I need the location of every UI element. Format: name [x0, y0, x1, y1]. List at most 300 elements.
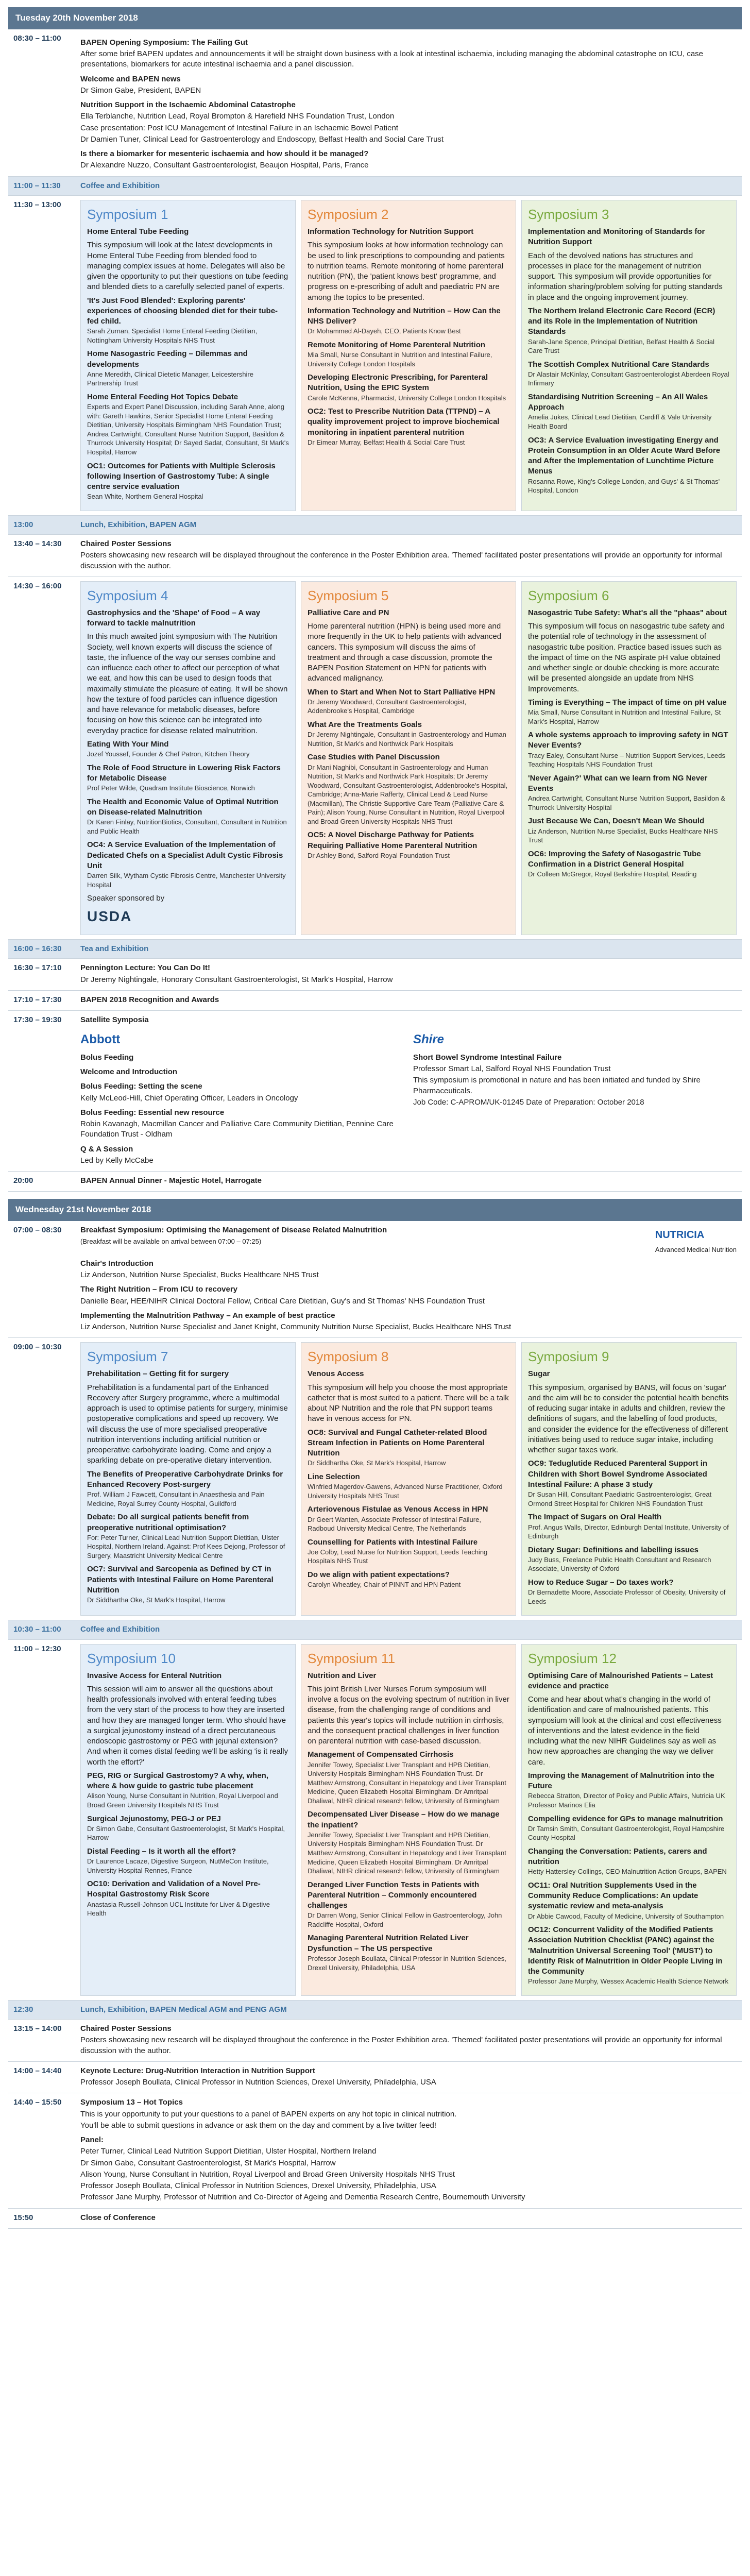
talk-item: [308, 1428, 509, 1468]
symposium-intro: Come and hear about what's changing in the world of identification and care of malnourished patients. This symposium will look at the clinical and cost effectiveness of interventions and the latest evidence in the field including what the new NIHR Guidelines say as well as how new approaches are changing the way we deliver care.: [528, 1695, 722, 1767]
talk-title: When to Start and When Not to Start Palliative HPN: [308, 687, 496, 697]
symposium-heading: Symposium 4: [87, 587, 168, 603]
talk-speaker: Dr Colleen McGregor, Royal Berkshire Hospital, Reading: [528, 870, 697, 878]
session-time: 13:15 – 14:00: [13, 2024, 62, 2033]
talk-speaker: Dr Ashley Bond, Salford Royal Foundation Trust: [308, 851, 450, 859]
session-time: 10:30 – 11:00: [13, 1625, 61, 1634]
symposium-title: Prehabilitation – Getting fit for surgery: [87, 1369, 229, 1379]
symposium-heading: Symposium 3: [528, 206, 609, 222]
symposium-heading: Symposium 9: [528, 1349, 609, 1365]
symposium-intro: In this much awaited joint symposium with The Nutrition Society, well known experts will discuss the science of taste, the influence of the way our senses combine and can influence each other to affect our perception of what we eat, and how this can be used to design foods that maximally stimulate the pleasure of eating. It will be shown how the texture of food particles can influence digestion and have relevance for metabolic diseases, before focusing on how this science can be integrated into everyday practice for disease related malnutrition.: [87, 632, 288, 735]
opening-session: [8, 29, 742, 177]
line-heading: Is there a biomarker for mesenteric ischaemia and how should it be managed?: [80, 149, 369, 159]
talk-title: Improving the Management of Malnutrition into the Future: [528, 1771, 714, 1791]
session-title: Close of Conference: [80, 2213, 156, 2222]
talk-item: [308, 687, 509, 716]
line-text: Dr Alexandre Nuzzo, Consultant Gastroenterologist, Beaujon Hospital, Paris, France: [80, 161, 369, 170]
symposium-title: Nasogastric Tube Safety: What's all the "phaas" about: [528, 608, 727, 617]
talk-item: [528, 698, 730, 726]
symposia-grid: [80, 581, 737, 935]
keynote-lecture: [8, 2062, 742, 2094]
talk-speaker: Dr Karen Finlay, NutritionBiotics, Consultant, Consultant in Nutrition and Public Health: [87, 818, 287, 835]
annual-dinner: [8, 1172, 742, 1192]
talk-title: OC5: A Novel Discharge Pathway for Patients Requiring Palliative Home Parenteral Nutrition: [308, 831, 478, 850]
talk-title: OC3: A Service Evaluation investigating Energy and Protein Consumption in an Older Acute Ward Before and After the Implementation of Lunchtime Picture Menus: [528, 435, 721, 476]
symposia-grid: [80, 1644, 737, 1996]
talk-speaker: Prof. William J Fawcett, Consultant in Anaesthesia and Pain Medicine, Royal Surrey County Hospital, Guildford: [87, 1490, 265, 1507]
symposium-column: [80, 581, 296, 935]
talk-title: PEG, RIG or Surgical Gastrostomy? A why, when, where & how guide to gastric tube placement: [87, 1771, 269, 1791]
talk-speaker: Dr Alastair McKinlay, Consultant Gastroenterologist Aberdeen Royal Infirmary: [528, 370, 729, 387]
line-heading: BAPEN Opening Symposium: The Failing Gut: [80, 38, 248, 47]
symposium-heading: Symposium 10: [87, 1650, 176, 1666]
symposium-intro: This session will aim to answer all the questions about health professionals involved with enteral feeding tubes from the very start of the process to how they are inserted and how they are managed longer term. Who should have a surgical jejunostomy instead of a direct percutaneous endoscopic gastrostomy or PEG with jejunal extension? And when it comes distal feeding we'll be asking 'is it really worth the effort?': [87, 1684, 288, 1767]
talk-title: How to Reduce Sugar – Do taxes work?: [528, 1578, 674, 1587]
session-time: 17:10 – 17:30: [13, 995, 62, 1004]
symposium-column: [521, 1342, 737, 1616]
talk-title: OC6: Improving the Safety of Nasogastric Tube Confirmation in a District General Hospital: [528, 849, 701, 869]
line-text: Professor Joseph Boullata, Clinical Professor in Nutrition Sciences, Drexel University, Philadelphia, USA: [80, 2181, 436, 2191]
talk-item: [87, 461, 289, 501]
symposium-title: Invasive Access for Enteral Nutrition: [87, 1671, 222, 1680]
tea-break-1: [8, 940, 742, 959]
day1-header: Tuesday 20th November 2018: [8, 7, 742, 29]
symposium-title: Information Technology for Nutrition Support: [308, 227, 474, 236]
session-title: Breakfast Symposium: Optimising the Management of Disease Related Malnutrition: [80, 1226, 387, 1235]
line-heading: Chair's Introduction: [80, 1259, 154, 1268]
session-time: 14:00 – 14:40: [13, 2066, 62, 2075]
session-time: 11:00 – 12:30: [13, 1644, 61, 1653]
symposium-column: [521, 581, 737, 935]
satellite-left-lines: [80, 1053, 404, 1166]
coffee-break-1: [8, 177, 742, 196]
talk-item: [308, 1809, 509, 1875]
line-text: Alison Young, Nurse Consultant in Nutrition, Royal Liverpool and Broad Green University Hospitals NHS Trust: [80, 2170, 455, 2179]
coffee-break-2: [8, 1620, 742, 1639]
talk-title: Case Studies with Panel Discussion: [308, 753, 440, 762]
symposium-column: [80, 1644, 296, 1996]
talk-title: Decompensated Liver Disease – How do we manage the inpatient?: [308, 1810, 500, 1829]
talk-speaker: Dr Bernadette Moore, Associate Professor of Obesity, University of Leeds: [528, 1588, 726, 1605]
symposium-column: [301, 1342, 516, 1616]
break-label: Lunch, Exhibition, BAPEN Medical AGM and PENG AGM: [80, 2005, 287, 2014]
symposium-heading: Symposium 8: [308, 1349, 389, 1365]
talk-item: [308, 1570, 509, 1589]
talk-title: The Benefits of Preoperative Carbohydrate Drinks for Enhanced Recovery Post-surgery: [87, 1469, 283, 1489]
talk-title: OC1: Outcomes for Patients with Multiple Sclerosis following Insertion of Gastrostomy Tube: A single centre service evaluation: [87, 461, 276, 491]
line-heading: Panel:: [80, 2136, 104, 2145]
symposium-title: Nutrition and Liver: [308, 1671, 377, 1680]
talk-item: [87, 797, 289, 836]
session-time: 16:00 – 16:30: [13, 944, 62, 954]
symposium-heading: Symposium 2: [308, 206, 389, 222]
talk-item: [308, 1504, 509, 1533]
symposium-intro: This joint British Liver Nurses Forum symposium will involve a focus on the evolving spectrum of nutrition in liver disease, from the challenging range of conditions and patients this year's topics will include nutrition in cirrhosis, and the consequent practical challenges in liver function on parenteral nutrition with case-based discussion.: [308, 1684, 509, 1746]
talk-speaker: Sarah-Jane Spence, Principal Dietitian, Belfast Health & Social Care Trust: [528, 337, 715, 355]
symposium-heading: Symposium 6: [528, 587, 609, 603]
symposia-block-1: [8, 196, 742, 516]
talk-title: The Northern Ireland Electronic Care Record (ECR) and its Role in the Implementation of Nutrition Standards: [528, 306, 715, 336]
line-text: Danielle Bear, HEE/NIHR Clinical Doctoral Fellow, Critical Care Dietitian, Guy's and St Thomas' NHS Foundation Trust: [80, 1296, 485, 1306]
talk-item: [528, 435, 730, 495]
sponsor-label: Speaker sponsored by: [87, 894, 165, 903]
symposia-grid: [80, 1342, 737, 1616]
break-label: Coffee and Exhibition: [80, 1625, 160, 1634]
satellite-left: [80, 1028, 404, 1167]
session-title: Satellite Symposia: [80, 1015, 149, 1025]
talk-item: [528, 816, 730, 844]
talk-title: OC4: A Service Evaluation of the Implementation of Dedicated Chefs on a Specialist Adult Cystic Fibrosis Unit: [87, 840, 283, 870]
talk-speaker: Anne Meredith, Clinical Dietetic Manager, Leicestershire Partnership Trust: [87, 370, 253, 387]
nutricia-tagline: Advanced Medical Nutrition: [655, 1246, 737, 1254]
talk-item: [308, 1933, 509, 1972]
talk-item: [87, 296, 289, 345]
breakfast-lines: [80, 1259, 737, 1333]
symposium-intro: This symposium will help you choose the most appropriate catheter that is most suited to a patient. There will be a talk about NP Nutrition and the role that PN support teams have in venous access for PN.: [308, 1383, 509, 1423]
talk-speaker: Mia Small, Nurse Consultant in Nutrition and Intestinal Failure, University College London Hospitals: [308, 351, 492, 368]
session-description: Posters showcasing new research will be displayed throughout the conference in the Poster Exhibition area. 'Themed' facilitated poster presentations will provide an opportunity for informal discussion with the author.: [80, 551, 722, 570]
talk-item: [308, 720, 509, 748]
symposium-title: Optimising Care of Malnourished Patients – Latest evidence and practice: [528, 1671, 713, 1690]
talk-item: [308, 406, 509, 447]
talk-item: [308, 1750, 509, 1805]
lunch-1: [8, 516, 742, 535]
line-text: Ella Terblanche, Nutrition Lead, Royal Brompton & Harefield NHS Foundation Trust, London: [80, 112, 395, 121]
talk-item: [87, 840, 289, 889]
talk-title: Counselling for Patients with Intestinal Failure: [308, 1537, 478, 1547]
talk-title: Deranged Liver Function Tests in Patients with Parenteral Nutrition – Commonly encountered challenges: [308, 1880, 480, 1910]
talk-title: OC9: Teduglutide Reduced Parenteral Support in Children with Short Bowel Syndrome Associated Intestinal Failure: A phase 3 study: [528, 1459, 708, 1489]
breakfast-symposium: [8, 1221, 742, 1338]
talk-speaker: Dr Mohammed Al-Dayeh, CEO, Patients Know Best: [308, 327, 461, 335]
talk-speaker: Amelia Jukes, Clinical Lead Dietitian, Cardiff & Vale University Health Board: [528, 413, 712, 431]
talk-title: The Impact of Sugars on Oral Health: [528, 1513, 662, 1522]
talk-title: Line Selection: [308, 1472, 360, 1481]
session-note: (Breakfast will be available on arrival between 07:00 – 07:25): [80, 1237, 262, 1245]
talk-item: [528, 1578, 730, 1606]
talk-speaker: Dr Darren Wong, Senior Clinical Fellow in Gastroenterology, John Radcliffe Hospital, Oxford: [308, 1911, 502, 1928]
talk-item: [87, 1512, 289, 1560]
symposium-heading: Symposium 5: [308, 587, 389, 603]
line-heading: Welcome and BAPEN news: [80, 74, 181, 83]
line-text: Professor Jane Murphy, Professor of Nutrition and Co-Director of Ageing and Dementia Research Centre, Bournemouth University: [80, 2193, 525, 2202]
talk-speaker: Prof. Angus Walls, Director, Edinburgh Dental Institute, University of Edinburgh: [528, 1523, 729, 1540]
line-text: You'll be able to submit questions in advance or ask them on the day and comment by a live twitter feed!: [80, 2121, 437, 2130]
talk-speaker: Dr Siddhartha Oke, St Mark's Hospital, Harrow: [308, 1459, 446, 1467]
talk-item: [528, 360, 730, 388]
session-description: Posters showcasing new research will be displayed throughout the conference in the Poster Exhibition area. 'Themed' facilitated poster presentations will provide an opportunity for informal discussion with the author.: [80, 2036, 722, 2055]
talk-title: OC11: Oral Nutrition Supplements Used in the Community Reduce Complications: An update systematic review and meta-analysis: [528, 1880, 698, 1911]
talk-item: [528, 1459, 730, 1508]
symposia-block-2: [8, 577, 742, 940]
talk-speaker: Dr Laurence Lacaze, Digestive Surgeon, NutMeCon Institute, University Hospital Rennes, France: [87, 1857, 269, 1874]
talk-title: Just Because We Can, Doesn't Mean We Should: [528, 817, 705, 826]
talk-item: [308, 830, 509, 860]
talk-speaker: Sarah Zurnan, Specialist Home Enteral Feeding Dietitian, Nottingham University Hospitals NHS Trust: [87, 327, 258, 344]
talk-item: [528, 849, 730, 879]
talk-speaker: Rebecca Stratton, Director of Policy and Public Affairs, Nutricia UK Professor Marinos Elia: [528, 1792, 725, 1809]
talk-title: Managing Parenteral Nutrition Related Liver Dysfunction – The US perspective: [308, 1934, 469, 1953]
symposium-title: Venous Access: [308, 1369, 364, 1379]
talk-speaker: Dr Tamsin Smith, Consultant Gastroenterologist, Royal Hampshire County Hospital: [528, 1824, 725, 1842]
talk-title: OC12: Concurrent Validity of the Modified Patients Association Nutrition Checklist (PANC) against the 'Malnutrition Universal Screening Tool' ('MUST') to Identify Risk of Malnutrition in Older People Living in the Community: [528, 1925, 723, 1976]
usda-logo: USDA: [87, 908, 132, 925]
talk-title: Home Enteral Feeding Hot Topics Debate: [87, 392, 238, 401]
talk-item: [528, 730, 730, 769]
talk-title: Compelling evidence for GPs to manage malnutrition: [528, 1814, 723, 1823]
line-text: Robin Kavanagh, Macmillan Cancer and Palliative Care Community Dietitian, Pennine Care Foundation Trust - Oldham: [80, 1120, 394, 1139]
line-text: Peter Turner, Clinical Lead Nutrition Support Dietitian, Ulster Hospital, Northern Ireland: [80, 2147, 377, 2156]
line-text: Case presentation: Post ICU Management of Intestinal Failure in an Ischaemic Bowel Patient: [80, 123, 398, 132]
symposium-title: Sugar: [528, 1369, 550, 1379]
talk-speaker: Dr Siddhartha Oke, St Mark's Hospital, Harrow: [87, 1596, 226, 1604]
talk-title: Timing is Everything – The impact of time on pH value: [528, 698, 727, 707]
session-title: Chaired Poster Sessions: [80, 2024, 172, 2033]
line-text: Liz Anderson, Nutrition Nurse Specialist and Janet Knight, Community Nutrition Nurse Specialist, Bucks Healthcare NHS Trust: [80, 1323, 512, 1332]
session-time: 20:00: [13, 1176, 33, 1185]
satellite-symposia: [8, 1011, 742, 1172]
talk-speaker: Winfried Magerdov-Gawens, Advanced Nurse Practitioner, Oxford University Hospitals NHS Trust: [308, 1483, 503, 1500]
talk-item: [528, 1545, 730, 1573]
talk-title: Management of Compensated Cirrhosis: [308, 1750, 454, 1759]
talk-speaker: Alison Young, Nurse Consultant in Nutrition, Royal Liverpool and Broad Green University Hospitals NHS Trust: [87, 1792, 278, 1809]
session-title: Pennington Lecture: You Can Do It!: [80, 963, 210, 973]
symposium-column: [521, 200, 737, 511]
talk-title: 'It's Just Food Blended': Exploring parents' experiences of choosing blended diet for their tube-fed child.: [87, 296, 278, 326]
break-label: Tea and Exhibition: [80, 944, 149, 954]
line-heading: Implementing the Malnutrition Pathway – An example of best practice: [80, 1311, 335, 1320]
talk-item: [308, 1472, 509, 1500]
talk-speaker: Tracy Ealey, Consultant Nurse – Nutrition Support Services, Leeds Teaching Hospitals NHS Foundation Trust: [528, 751, 725, 769]
symposia-block-4: [8, 1640, 742, 2001]
talk-speaker: Rosanna Rowe, King's College London, and Guys' & St Thomas' Hospital, London: [528, 477, 720, 495]
talk-item: [528, 773, 730, 812]
session-time: 09:00 – 10:30: [13, 1343, 62, 1352]
session-content: [75, 29, 742, 176]
session-time: 12:30: [13, 2005, 33, 2014]
line-text: Led by Kelly McCabe: [80, 1156, 154, 1165]
symposium-13: [8, 2093, 742, 2208]
session-speaker: Dr Jeremy Nightingale, Honorary Consultant Gastroenterologist, St Mark's Hospital, Harrow: [80, 975, 393, 984]
talk-speaker: Experts and Expert Panel Discussion, including Sarah Anne, along with: Gareth Hawkins, Senior Specialist Home Enteral Feeding Dietitian, University Hospitals Birmingham NHS Foundation Trust; Andrea Cartwright, Consultant Nurse Nutrition Support, Basildon & Thurrock University Hospital; Dr Sayed Sadat, Consultant, St Mark's Hospital, Harrow: [87, 403, 289, 456]
talk-speaker: Dr Susan Hill, Consultant Paediatric Gastroenterologist, Great Ormond Street Hospital for Children NHS Foundation Trust: [528, 1490, 712, 1507]
satellite-right-lines: [413, 1053, 737, 1108]
symposium-heading: Symposium 7: [87, 1349, 168, 1365]
session-time: 14:40 – 15:50: [13, 2098, 62, 2107]
talk-title: Eating With Your Mind: [87, 739, 169, 749]
talk-speaker: Mia Small, Nurse Consultant in Nutrition and Intestinal Failure, St Mark's Hospital, Harrow: [528, 708, 721, 725]
talk-item: [308, 1537, 509, 1566]
talk-speaker: Dr Simon Gabe, Consultant Gastroenterologist, St Mark's Hospital, Harrow: [87, 1824, 285, 1842]
symposium-title: Implementation and Monitoring of Standards for Nutrition Support: [528, 227, 705, 247]
symposium-title: Palliative Care and PN: [308, 608, 389, 617]
line-heading: Welcome and Introduction: [80, 1067, 178, 1077]
talk-item: [308, 752, 509, 826]
talk-title: Remote Monitoring of Home Parenteral Nutrition: [308, 340, 486, 349]
talk-speaker: Professor Joseph Boullata, Clinical Professor in Nutrition Sciences, Drexel University, Philadelphia, USA: [308, 1954, 506, 1972]
session-time: 14:30 – 16:00: [13, 581, 62, 590]
talk-item: [528, 1814, 730, 1842]
talk-title: A whole systems approach to improving safety in NGT Never Events?: [528, 731, 728, 750]
talk-item: [87, 1846, 289, 1875]
session-time: 13:00: [13, 520, 33, 529]
talk-item: [87, 1814, 289, 1842]
talk-speaker: Liz Anderson, Nutrition Nurse Specialist, Bucks Healthcare NHS Trust: [528, 827, 718, 844]
session-time: 11:00 – 11:30: [13, 181, 61, 190]
satellite-right: [413, 1028, 737, 1167]
symposium-intro: Prehabilitation is a fundamental part of the Enhanced Recovery after Surgery programme, where a multimodal approach is used to optimise patients for surgery, minimise postoperative complications and speed up recovery. We will discuss the use of more specialised preoperative nutrition interventions including artificial nutrition or preoperative carbohydrate loading. Come and enjoy a sparkling debate on pre-operative dietary intervention.: [87, 1383, 288, 1465]
talk-title: Surgical Jejunostomy, PEG-J or PEJ: [87, 1814, 221, 1823]
session-title: BAPEN Annual Dinner - Majestic Hotel, Harrogate: [80, 1176, 262, 1185]
session-title: BAPEN 2018 Recognition and Awards: [80, 995, 219, 1004]
symposium-heading: Symposium 1: [87, 206, 168, 222]
talk-item: [87, 392, 289, 457]
talk-item: [87, 349, 289, 388]
talk-speaker: Sean White, Northern General Hospital: [87, 493, 203, 501]
line-heading: The Right Nutrition – From ICU to recovery: [80, 1285, 238, 1294]
line-heading: Bolus Feeding: Essential new resource: [80, 1108, 225, 1117]
line-heading: Short Bowel Syndrome Intestinal Failure: [413, 1053, 562, 1062]
talk-item: [87, 1879, 289, 1918]
talk-title: Developing Electronic Prescribing, for Parenteral Nutrition, Using the EPIC System: [308, 373, 488, 393]
line-text: Dr Damien Tuner, Clinical Lead for Gastroenterology and Endoscopy, Belfast Health and Social Care Trust: [80, 134, 444, 144]
symposia-grid: [80, 200, 737, 511]
talk-speaker: Dr Jeremy Woodward, Consultant Gastroenterologist, Addenbrooke's Hospital, Cambridge: [308, 698, 467, 715]
talk-item: [87, 1564, 289, 1604]
talk-speaker: Jennifer Towey, Specialist Liver Transplant and HPB Dietitian, University Hospitals Birmingham NHS Foundation Trust. Dr Matthew Armstrong, Consultant in Hepatology and Liver Transplant Medicine, Queen Elizabeth Hospital Birmingham. Dr Amritpal Dhaliwal, NIHR clinical research fellow, University of Birmingham: [308, 1760, 506, 1805]
talk-speaker: Dr Jeremy Nightingale, Consultant in Gastroenterology and Human Nutrition, St Mark's and Northwick Park Hospitals: [308, 731, 506, 748]
talk-speaker: Professor Jane Murphy, Wessex Academic Health Science Network: [528, 1977, 728, 1986]
talk-title: OC10: Derivation and Validation of a Novel Pre-Hospital Gastrostomy Risk Score: [87, 1879, 261, 1899]
break-label: Coffee and Exhibition: [80, 181, 160, 190]
talk-title: What Are the Treatments Goals: [308, 720, 422, 729]
pennington-lecture: [8, 959, 742, 991]
talk-title: The Role of Food Structure in Lowering Risk Factors for Metabolic Disease: [87, 763, 281, 783]
talk-item: [87, 763, 289, 793]
line-heading: Nutrition Support in the Ischaemic Abdominal Catastrophe: [80, 100, 296, 110]
session-time: 08:30 – 11:00: [13, 33, 61, 43]
lunch-2: [8, 2001, 742, 2020]
talk-speaker: Judy Buss, Freelance Public Health Consultant and Research Associate, University of Oxford: [528, 1555, 711, 1573]
talk-speaker: Jozef Youssef, Founder & Chef Patron, Kitchen Theory: [87, 750, 250, 758]
symposia-block-3: [8, 1338, 742, 1620]
day2-header: Wednesday 21st November 2018: [8, 1199, 742, 1221]
talk-speaker: Dr Abbie Cawood, Faculty of Medicine, University of Southampton: [528, 1912, 724, 1920]
talk-item: [528, 1925, 730, 1986]
line-text: Job Code: C-APROM/UK-01245 Date of Preparation: October 2018: [413, 1097, 644, 1107]
talk-speaker: Dr Eimear Murray, Belfast Health & Social Care Trust: [308, 438, 465, 446]
talk-item: [528, 392, 730, 431]
symposium-column: [80, 200, 296, 511]
talk-title: Dietary Sugar: Definitions and labelling issues: [528, 1545, 698, 1554]
nutricia-logo: NUTRICIA: [655, 1229, 705, 1241]
talk-item: [528, 1846, 730, 1876]
symposium-title: Gastrophysics and the 'Shape' of Food – A way forward to tackle malnutrition: [87, 608, 261, 628]
talk-speaker: Jennifer Towey, Specialist Liver Transplant and HPB Dietitian, University Hospitals Birmingham NHS Foundation Trust. Dr Matthew Armstrong, Consultant in Hepatology and Liver Transplant Medicine, Queen Elizabeth Hospital Birmingham. Dr Amritpal Dhaliwal, NIHR clinical research fellow, University of Birmingham: [308, 1831, 506, 1875]
talk-title: OC2: Test to Prescribe Nutrition Data (TTPND) – A quality improvement project to improve biochemical monitoring in inpatient parenteral nutrition: [308, 407, 500, 437]
talk-title: OC7: Survival and Sarcopenia as Defined by CT in Patients with Intestinal Failure on Home Parenteral Nutrition: [87, 1565, 274, 1595]
talk-title: Home Nasogastric Feeding – Dilemmas and developments: [87, 349, 248, 369]
awards-session: [8, 991, 742, 1011]
talk-item: [87, 1469, 289, 1509]
talk-speaker: Carolyn Wheatley, Chair of PINNT and HPN Patient: [308, 1581, 461, 1589]
session-time: 15:50: [13, 2213, 33, 2222]
line-heading: Bolus Feeding: Setting the scene: [80, 1082, 202, 1091]
talk-speaker: Prof Peter Wilde, Quadram Institute Bioscience, Norwich: [87, 784, 255, 792]
talk-speaker: Darren Silk, Wytham Cystic Fibrosis Centre, Manchester University Hospital: [87, 872, 286, 889]
talk-item: [308, 1880, 509, 1929]
talk-title: Standardising Nutrition Screening – An All Wales Approach: [528, 392, 708, 412]
talk-title: Information Technology and Nutrition – How Can the NHS Deliver?: [308, 306, 501, 326]
talk-speaker: Hetty Hattersley-Collings, CEO Malnutrition Action Groups, BAPEN: [528, 1868, 727, 1876]
session-speaker: Professor Joseph Boullata, Clinical Professor in Nutrition Sciences, Drexel University, Philadelphia, USA: [80, 2078, 436, 2087]
line-text: Dr Simon Gabe, Consultant Gastroenterologist, St Mark's Hospital, Harrow: [80, 2158, 336, 2167]
symposium-intro: This symposium, organised by BANS, will focus on 'sugar' and the aim will be to consider the potential health benefits of reducing sugar intake in adults and children, review the definitions of sugars, and the labelling of food products, and consider the evidence for the effectiveness of different initiatives being used to reduce sugar intake, including whether sugar taxes work.: [528, 1383, 729, 1455]
line-text: Professor Smart Lal, Salford Royal NHS Foundation Trust: [413, 1064, 611, 1074]
symposium-intro: This symposium will look at the latest developments in Home Enteral Tube Feeding from blended food to managing complex issues at home. Delegates will also be given the opportunity to put their questions on tube feeding and blended diets to a carefully selected panel of experts.: [87, 241, 288, 292]
symposium-column: [80, 1342, 296, 1616]
programme-page: [0, 7, 750, 2241]
line-text: This is your opportunity to put your questions to a panel of BAPEN experts on any hot topic in clinical nutrition.: [80, 2109, 457, 2119]
poster-session-2: [8, 2020, 742, 2062]
talk-title: Distal Feeding – Is it worth all the effort?: [87, 1846, 236, 1856]
line-text: This symposium is promotional in nature and has been initiated and funded by Shire Pharmaceuticals.: [413, 1076, 701, 1095]
talk-title: The Health and Economic Value of Optimal Nutrition on Disease-related Malnutrition: [87, 797, 279, 817]
talk-speaker: Dr Mani Naghibi, Consultant in Gastroenterology and Human Nutrition, St Mark's and Northwick Park Hospitals; Dr Jeremy Woodward, Consultant Gastroenterologist, Addenbrooke's Hospital, Cambridge; Anna-Marie Rafferty, Clinical Lead & Lead Nurse (Macmillan), The Christie Supportive Care Team (Palliative Care & Pain); Alison Young, Nurse Consultant in Nutrition, Royal Liverpool and Broad Green University Hospitals NHS Trust: [308, 763, 508, 825]
talk-title: OC8: Survival and Fungal Catheter-related Blood Stream Infection in Patients on Home Parenteral Nutrition: [308, 1428, 487, 1458]
session-time: 07:00 – 08:30: [13, 1226, 62, 1235]
talk-item: [308, 340, 509, 368]
session-time: 13:40 – 14:30: [13, 539, 62, 549]
session-time: 17:30 – 19:30: [13, 1015, 62, 1025]
talk-item: [528, 1880, 730, 1921]
talk-item: [308, 372, 509, 402]
talk-speaker: Dr Geert Wanten, Associate Professor of Intestinal Failure, Radboud University Medical Centre, The Netherlands: [308, 1515, 481, 1533]
talk-item: [308, 306, 509, 336]
symposium-column: [301, 581, 516, 935]
line-text: Dr Simon Gabe, President, BAPEN: [80, 86, 201, 95]
session-title: Symposium 13 – Hot Topics: [80, 2098, 183, 2107]
talk-item: [87, 739, 289, 759]
talk-speaker: Joe Colby, Lead Nurse for Nutrition Support, Leeds Teaching Hospitals NHS Trust: [308, 1548, 488, 1565]
session-title: Keynote Lecture: Drug-Nutrition Interaction in Nutrition Support: [80, 2066, 315, 2075]
talk-title: The Scottish Complex Nutritional Care Standards: [528, 360, 709, 369]
shire-logo: Shire: [413, 1032, 445, 1047]
symposium-column: [521, 1644, 737, 1996]
symposium-title: Home Enteral Tube Feeding: [87, 227, 189, 236]
talk-title: 'Never Again?' What can we learn from NG Never Events: [528, 773, 708, 793]
close-of-conference: [8, 2209, 742, 2229]
session-time: 11:30 – 13:00: [13, 200, 61, 209]
talk-title: Changing the Conversation: Patients, carers and nutrition: [528, 1846, 707, 1867]
line-text: Liz Anderson, Nutrition Nurse Specialist, Bucks Healthcare NHS Trust: [80, 1270, 319, 1280]
symposium-intro: Each of the devolved nations has structures and processes in place for the management of nutrition support. This symposium will provide opportunities for information sharing/problem solving for putting standards in place and the ongoing improvement journey.: [528, 251, 723, 302]
symposium-intro: This symposium will focus on nasogastric tube safety and the potential role of technology in the assessment of nasogastric tube position. Practice based issues such as the impact of time on the NG aspirate pH value obtained and whether single or double checking is more accurate will be presented alongside an update from NHS Improvements.: [528, 622, 725, 693]
talk-speaker: Carole McKenna, Pharmacist, University College London Hospitals: [308, 394, 506, 402]
symposium-13-lines: [80, 2109, 737, 2203]
session-time: 16:30 – 17:10: [13, 963, 62, 973]
break-label: Lunch, Exhibition, BAPEN AGM: [80, 520, 197, 529]
talk-title: Arteriovenous Fistulae as Venous Access in HPN: [308, 1505, 488, 1514]
symposium-column: [301, 1644, 516, 1996]
line-text: After some brief BAPEN updates and announcements it will be straight down business with a look at intestinal ischaemia, including managing the abdominal catastrophe on ICU, case presentations, biomarkers for acute intestinal ischaemia and a panel discussion.: [80, 49, 704, 69]
poster-session-1: [8, 535, 742, 577]
line-heading: Q & A Session: [80, 1144, 133, 1154]
session-title: Chaired Poster Sessions: [80, 539, 172, 549]
talk-title: Debate: Do all surgical patients benefit from preoperative nutritional optimisation?: [87, 1513, 249, 1532]
symposium-heading: Symposium 12: [528, 1650, 617, 1666]
talk-item: [528, 1512, 730, 1540]
